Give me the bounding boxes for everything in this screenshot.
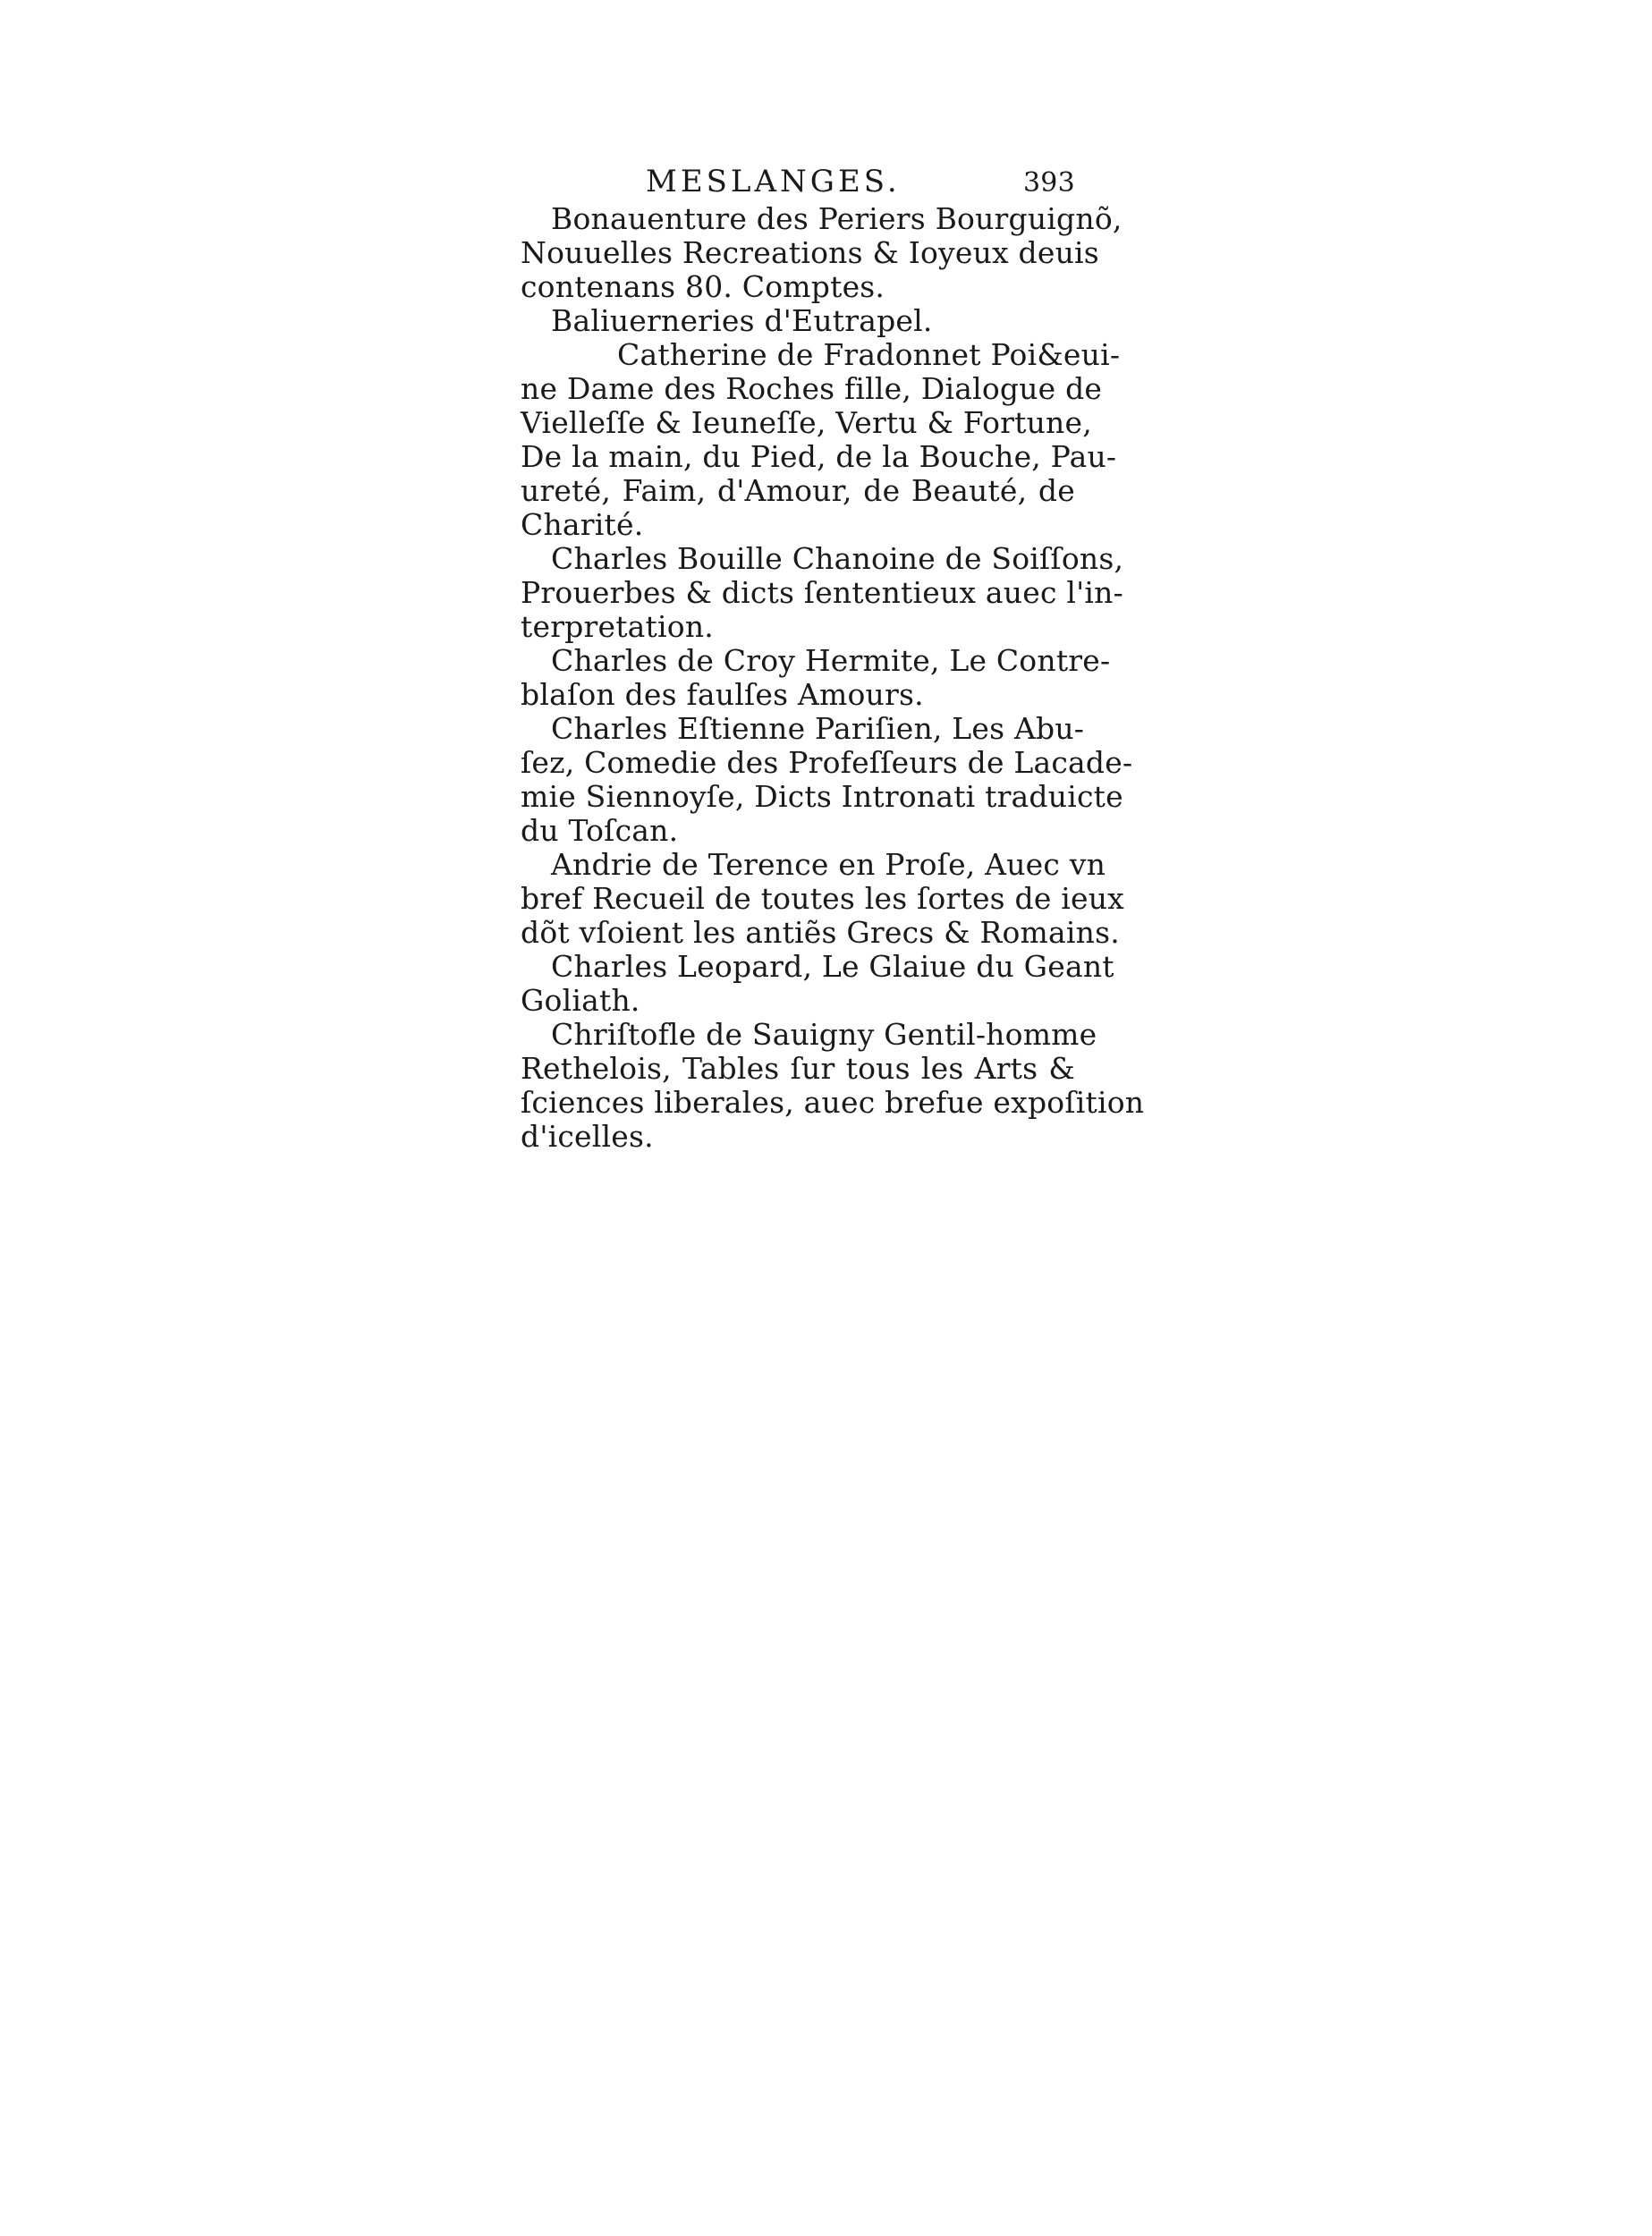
entry-line: Catherine de Fradonnet Poi&eui-: [617, 337, 1121, 372]
entry-catherine: [521, 337, 1121, 542]
entry-line: dõt vſoient les antiẽs Grecs & Romains.: [521, 915, 1120, 950]
entry-line: mie Siennoyſe, Dicts Intronati traduicte: [521, 779, 1123, 814]
entry-charles-bouille: [521, 541, 1124, 644]
entry-line: Prouerbes & dicts ſententieux auec l'in-: [521, 575, 1123, 610]
entry-line: Vielleſſe & Ieuneſſe, Vertu & Fortune,: [521, 405, 1092, 440]
entry-line: contenans 80. Comptes.: [521, 269, 885, 304]
entry-charles-estienne: [521, 711, 1133, 848]
entry-line: ureté, Faim, d'Amour, de Beauté, de: [521, 473, 1075, 508]
entry-line: ne Dame des Roches fille, Dialogue de: [521, 371, 1103, 406]
entry-line: Bonauenture des Periers Bourguignõ,: [551, 201, 1123, 236]
entry-line: bref Recueil de toutes les ſortes de ieux: [521, 881, 1124, 916]
entry-bonaventure: [521, 201, 1123, 304]
entry-line: du Toſcan.: [521, 813, 679, 848]
entry-line: Charité.: [521, 507, 644, 542]
entry-andrie: [521, 847, 1124, 950]
entry-charles-leopard: [521, 949, 1114, 1018]
entry-line: Charles Bouille Chanoine de Soiſſons,: [551, 541, 1124, 576]
entry-line: Baliuerneries d'Eutrapel.: [551, 303, 933, 338]
entry-line: ſez, Comedie des Profeſſeurs de Lacade-: [521, 745, 1133, 780]
entry-line: Charles de Croy Hermite, Le Contre-: [551, 643, 1111, 678]
running-head: [521, 161, 1075, 202]
entry-line: Rethelois, Tables ſur tous les Arts &: [521, 1051, 1075, 1086]
entry-line: d'icelles.: [521, 1119, 654, 1154]
entry-line: Andrie de Terence en Proſe, Auec vn: [551, 847, 1106, 882]
entry-line: ſciences liberales, auec brefue expoſition: [521, 1085, 1145, 1120]
entry-line: Nouuelles Recreations & Ioyeux deuis: [521, 235, 1099, 270]
text-block: [521, 161, 1145, 1154]
entry-line: Charles Eſtienne Pariſien, Les Abu-: [551, 711, 1085, 746]
entry-baliuerneries: [521, 304, 1075, 338]
running-title: MESLANGES.: [646, 164, 901, 199]
entry-line: Chriſtofle de Sauigny Gentil-homme: [551, 1017, 1097, 1052]
entry-christofle: [521, 1017, 1145, 1154]
entry-line: Goliath.: [521, 983, 640, 1018]
page-number: 393: [1023, 167, 1075, 199]
entry-line: Charles Leopard, Le Glaiue du Geant: [551, 949, 1114, 984]
entry-line: blaſon des faulſes Amours.: [521, 677, 924, 712]
entry-line: De la main, du Pied, de la Bouche, Pau-: [521, 439, 1117, 474]
entry-line: terpretation.: [521, 609, 714, 644]
entry-charles-de-croy: [521, 643, 1111, 712]
